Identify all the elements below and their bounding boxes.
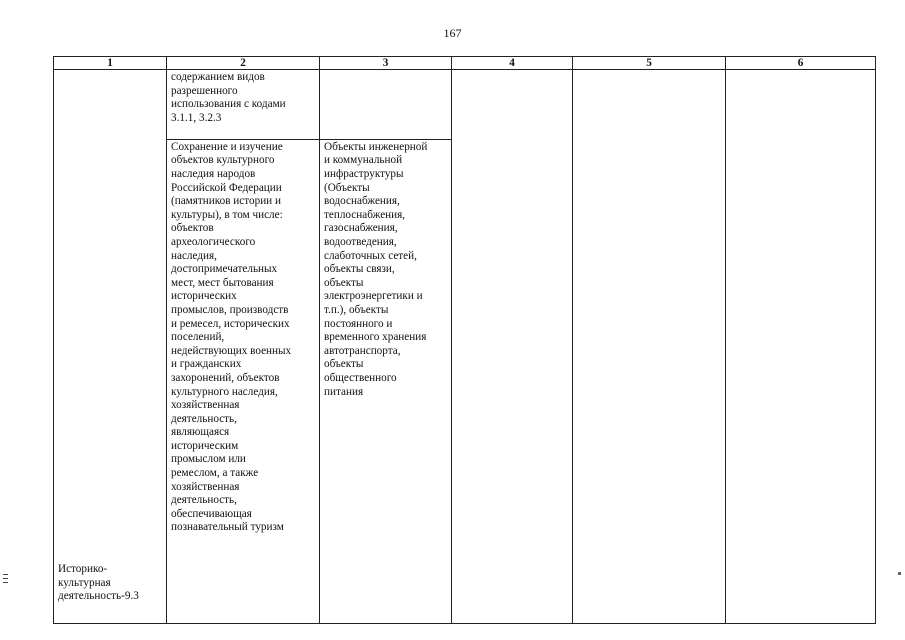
column-header-4: 4 <box>452 57 573 70</box>
scan-edge-dot <box>898 572 901 575</box>
scan-edge-mark <box>3 574 8 586</box>
page-number: 167 <box>443 26 462 40</box>
cell-continued-objects <box>320 70 452 140</box>
cell-col6 <box>726 70 876 624</box>
land-use-table <box>53 56 876 624</box>
cell-continued-description: содержанием видов разрешенного использования с кодами 3.1.1, 3.2.3 <box>167 70 320 140</box>
column-header-2: 2 <box>167 57 320 70</box>
cell-use-description: Сохранение и изучение объектов культурного наследия народов Российской Федерации (памятников истории и культуры), в том числе: объектов археологического наследия, достопримечательных мест, мест бытования исторических промыслов, производств и ремесел, исторических поселений, недействующих военных и гражданских захоронений, объектов культурного наследия, хозяйственная деятельность, являющаяся историческим промыслом или ремеслом, а также хозяйственная деятельность, обеспечивающая познавательный туризм <box>167 139 320 623</box>
cell-col4 <box>452 70 573 624</box>
cell-col5 <box>573 70 726 624</box>
column-header-3: 3 <box>320 57 452 70</box>
cell-use-type: Историко- культурная деятельность-9.3 <box>54 70 167 624</box>
table-row-continued <box>54 70 876 140</box>
column-header-1: 1 <box>54 57 167 70</box>
column-header-6: 6 <box>726 57 876 70</box>
column-header-5: 5 <box>573 57 726 70</box>
header-row <box>54 57 876 70</box>
cell-permitted-objects: Объекты инженерной и коммунальной инфраструктуры (Объекты водоснабжения, теплоснабжения, газоснабжения, водоотведения, слаботочных сетей, объекты связи, объекты электроэнергетики и т.п.), объекты постоянного и временного хранения автотранспорта, объекты общественного питания <box>320 139 452 623</box>
